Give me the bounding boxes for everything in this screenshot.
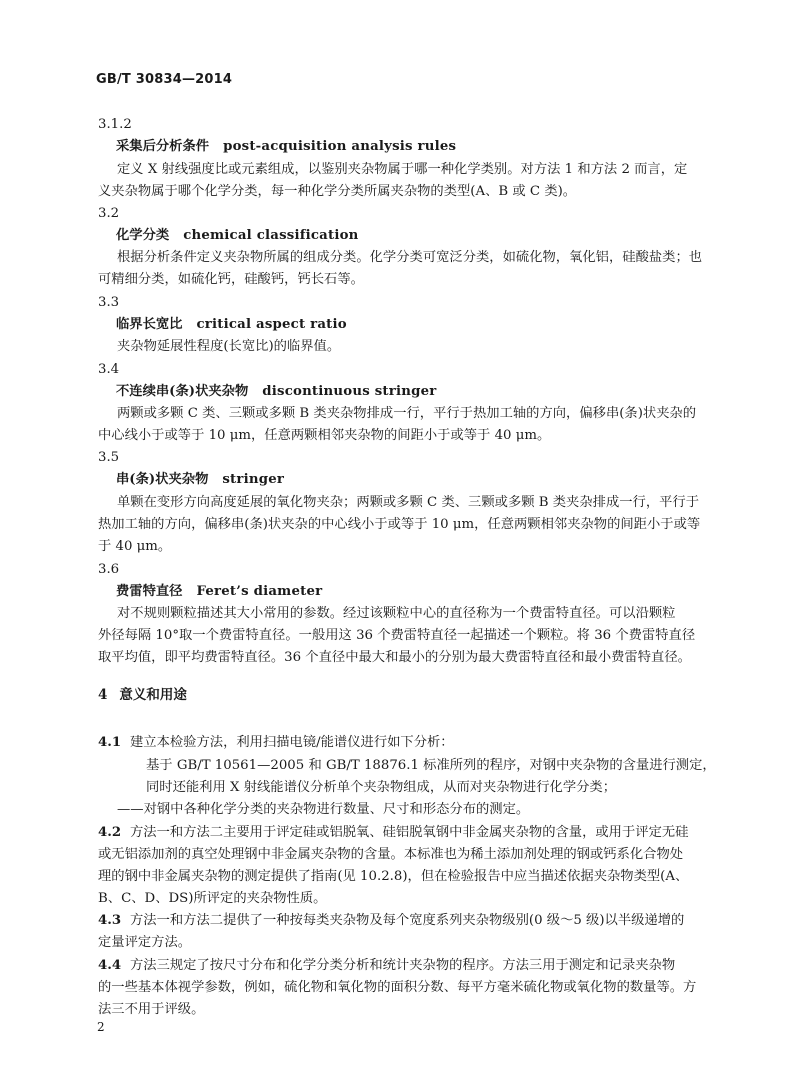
term-title-en: post-acquisition analysis rules: [223, 139, 457, 154]
term-title-cn: 化学分类: [116, 228, 170, 243]
term-title-3-6: [116, 584, 322, 600]
term-number-3-4: 3.4: [98, 362, 120, 377]
term-title-en: critical aspect ratio: [196, 317, 347, 332]
term-number-3-1-2: 3.1.2: [98, 117, 132, 132]
section-heading-4: [98, 683, 187, 703]
body-line: 热加工轴的方向，偏移串(条)状夹杂的中心线小于或等于 10 μm，任意两颗相邻夹杂物的间距小于或等: [98, 517, 701, 532]
term-title-cn: 费雷特直径: [116, 584, 183, 599]
page-number: 2: [97, 1020, 105, 1034]
body-line: 的一些基本体视学参数，例如，硫化物和氧化物的面积分数、每平方毫米硫化物或氧化物的数量等。方: [98, 980, 697, 995]
body-line: 法三不用于评级。: [98, 1002, 205, 1017]
term-number-3-6: 3.6: [98, 562, 120, 577]
term-title-3-5: [116, 472, 284, 488]
body-line: 于 40 μm。: [98, 539, 172, 554]
body-line: 夹杂物延展性程度(长宽比)的临界值。: [117, 339, 341, 354]
body-line: 两颗或多颗 C 类、三颗或多颗 B 类夹杂物排成一行，平行于热加工轴的方向，偏移串(条)状夹杂的: [117, 406, 697, 421]
body-line: 外径每隔 10°取一个费雷特直径。一般用这 36 个费雷特直径一起描述一个颗粒。将 36 个费雷特直径: [98, 628, 696, 643]
term-title-cn: 临界长宽比: [116, 317, 183, 332]
body-line: 定义 X 射线强度比或元素组成，以鉴别夹杂物属于哪一种化学类别。对方法 1 和方法 2 而言，定: [117, 162, 688, 177]
body-line: ——对钢中各种化学分类的夹杂物进行数量、尺寸和形态分布的测定。: [117, 802, 530, 817]
standard-code-header: GB/T 30834—2014: [96, 72, 233, 87]
term-title-en: discontinuous stringer: [262, 384, 437, 399]
body-line: 定量评定方法。: [98, 935, 192, 950]
body-line: 单颗在变形方向高度延展的氧化物夹杂；两颗或多颗 C 类、三颗或多颗 B 类夹杂排成一行，平行于: [117, 495, 700, 510]
term-number-3-5: 3.5: [98, 450, 120, 465]
term-title-en: stringer: [222, 472, 285, 487]
body-line: B、C、D、DS)所评定的夹杂物性质。: [98, 891, 327, 906]
body-line: 取平均值，即平均费雷特直径。36 个直径中最大和最小的分别为最大费雷特直径和最小费雷特直径。: [98, 650, 691, 665]
term-title-3-3: [116, 317, 347, 333]
clause-number-4-3: 4.3: [98, 913, 122, 928]
clause-number-4-4: 4.4: [98, 958, 122, 973]
body-line: 方法三规定了按尺寸分布和化学分类分析和统计夹杂物的程序。方法三用于测定和记录夹杂物: [130, 958, 676, 973]
term-title-en: chemical classification: [183, 228, 359, 243]
term-title-cn: 串(条)状夹杂物: [116, 472, 209, 487]
term-title-cn: 采集后分析条件: [116, 139, 210, 154]
body-line: 建立本检验方法，利用扫描电镜/能谱仪进行如下分析：: [130, 735, 454, 750]
term-title-3-2: [116, 228, 359, 244]
body-line: 对不规则颗粒描述其大小常用的参数。经过该颗粒中心的直径称为一个费雷特直径。可以沿颗粒: [117, 606, 676, 621]
term-title-en: Feret’s diameter: [196, 584, 323, 599]
body-line: 方法一和方法二主要用于评定硅或铝脱氧、硅铝脱氧钢中非金属夹杂物的含量，或用于评定无硅: [130, 825, 689, 840]
section-number: 4: [98, 687, 108, 703]
term-title-3-4: [116, 384, 436, 400]
clause-number-4-1: 4.1: [98, 735, 122, 750]
body-line: 理的钢中非金属夹杂物的测定提供了指南(见 10.2.8)，但在检验报告中应当描述依据夹杂物类型(A、: [98, 869, 689, 884]
clause-number-4-2: 4.2: [98, 825, 122, 840]
body-line: 同时还能利用 X 射线能谱仪分析单个夹杂物组成，从而对夹杂物进行化学分类；: [146, 780, 617, 795]
body-line: 基于 GB/T 10561—2005 和 GB/T 18876.1 标准所列的程序，对钢中夹杂物的含量进行测定，: [146, 758, 716, 773]
body-line: 方法一和方法二提供了一种按每类夹杂物及每个宽度系列夹杂物级别(0 级～5 级)以半级递增的: [130, 913, 685, 928]
term-title-cn: 不连续串(条)状夹杂物: [116, 384, 249, 399]
term-number-3-2: 3.2: [98, 206, 120, 221]
term-number-3-3: 3.3: [98, 295, 120, 310]
term-title-3-1-2: [116, 139, 456, 155]
body-line: 义夹杂物属于哪个化学分类，每一种化学分类所属夹杂物的类型(A、B 或 C 类)。: [98, 184, 577, 199]
section-title: 意义和用途: [119, 687, 187, 703]
body-line: 或无铝添加剂的真空处理钢中非金属夹杂物的含量。本标准也为稀土添加剂处理的钢或钙系化合物处: [98, 847, 684, 862]
body-line: 中心线小于或等于 10 μm，任意两颗相邻夹杂物的间距小于或等于 40 μm。: [98, 428, 551, 443]
body-line: 可精细分类，如硫化钙，硅酸钙，钙长石等。: [98, 272, 364, 287]
body-line: 根据分析条件定义夹杂物所属的组成分类。化学分类可宽泛分类，如硫化物，氧化铝，硅酸盐类；也: [117, 250, 703, 265]
